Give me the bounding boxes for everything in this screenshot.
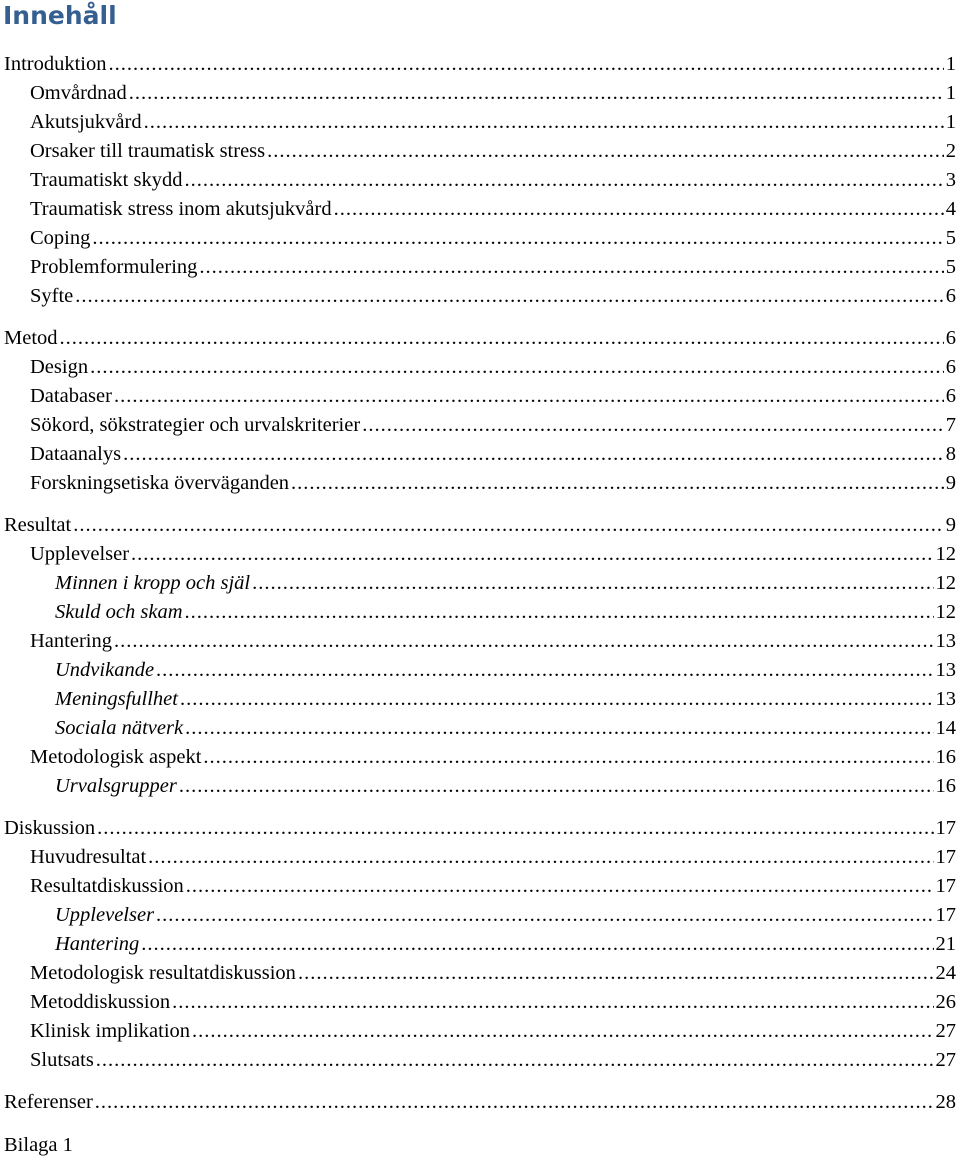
toc-entry-label: Coping xyxy=(30,227,91,249)
dot-leader xyxy=(199,253,943,282)
toc-entry-page-number: 5 xyxy=(945,256,956,278)
toc-entry-page-number: 1 xyxy=(945,111,956,133)
dot-leader xyxy=(109,50,944,79)
dot-leader xyxy=(185,598,934,627)
toc-entry-label: Metodologisk aspekt xyxy=(30,746,202,768)
dot-leader xyxy=(298,959,934,988)
toc-entry[interactable] xyxy=(0,569,960,598)
toc-entry-page-number: 13 xyxy=(935,688,956,710)
dot-leader xyxy=(156,901,933,930)
dot-leader xyxy=(114,627,934,656)
toc-entry-label: Resultat xyxy=(4,514,72,536)
dot-leader xyxy=(129,79,944,108)
toc-entry[interactable] xyxy=(0,108,960,137)
toc-entry[interactable] xyxy=(0,224,960,253)
toc-entry-label: Minnen i kropp och själ xyxy=(55,572,251,594)
toc-entry-label: Metoddiskussion xyxy=(30,991,171,1013)
toc-entry-page-number: 8 xyxy=(945,443,956,465)
toc-entry-label: Forskningsetiska överväganden xyxy=(30,472,290,494)
toc-entry[interactable] xyxy=(0,79,960,108)
toc-entry[interactable] xyxy=(0,1017,960,1046)
toc-entry-label: Orsaker till traumatisk stress xyxy=(30,140,266,162)
toc-entry-label: Skuld och skam xyxy=(55,601,183,623)
toc-entry-label: Databaser xyxy=(30,385,112,407)
toc-entry[interactable] xyxy=(0,627,960,656)
toc-entry-page-number: 13 xyxy=(935,630,956,652)
toc-entry-page-number: 7 xyxy=(945,414,956,436)
toc-entry-label: Omvårdnad xyxy=(30,82,127,104)
toc-entry-label: Metod xyxy=(4,327,58,349)
toc-entry-page-number: 21 xyxy=(935,933,956,955)
toc-entry[interactable] xyxy=(0,353,960,382)
toc-entry-page-number: 13 xyxy=(935,659,956,681)
toc-entry-label: Syfte xyxy=(30,285,74,307)
toc-entry[interactable] xyxy=(0,440,960,469)
toc-entry[interactable] xyxy=(0,959,960,988)
toc-entry-page-number: 2 xyxy=(945,140,956,162)
dot-leader xyxy=(141,930,933,959)
toc-entry[interactable] xyxy=(0,511,960,540)
toc-entry-page-number: 17 xyxy=(935,904,956,926)
toc-entry-page-number: 3 xyxy=(945,169,956,191)
toc-entry-page-number: 27 xyxy=(935,1020,956,1042)
toc-entry[interactable] xyxy=(0,930,960,959)
toc-entry[interactable] xyxy=(0,324,960,353)
toc-entry[interactable] xyxy=(0,598,960,627)
toc-entry-label: Traumatiskt skydd xyxy=(30,169,183,191)
dot-leader xyxy=(144,108,944,137)
toc-entry[interactable] xyxy=(0,685,960,714)
dot-leader xyxy=(123,440,944,469)
toc-entry-page-number: 6 xyxy=(945,385,956,407)
toc-entry[interactable] xyxy=(0,714,960,743)
toc-entry[interactable] xyxy=(0,137,960,166)
dot-leader xyxy=(97,814,933,843)
toc-entry-page-number: 14 xyxy=(935,717,956,739)
toc-entry-label: Resultatdiskussion xyxy=(30,875,184,897)
toc-entry-label: Klinisk implikation xyxy=(30,1020,191,1042)
toc-entry[interactable] xyxy=(0,469,960,498)
dot-leader xyxy=(179,772,934,801)
dot-leader xyxy=(90,353,944,382)
toc-entry-page-number: 17 xyxy=(935,846,956,868)
toc-entry[interactable] xyxy=(0,988,960,1017)
dot-leader xyxy=(156,656,933,685)
dot-leader xyxy=(96,1046,934,1075)
dot-leader xyxy=(334,195,944,224)
dot-leader xyxy=(184,166,943,195)
toc-entry-label: Slutsats xyxy=(30,1049,94,1071)
toc-entry-label: Hantering xyxy=(30,630,112,652)
toc-entry-label: Upplevelser xyxy=(55,904,155,926)
toc-entry-label: Referenser xyxy=(4,1091,93,1113)
dot-leader xyxy=(267,137,944,166)
toc-entry-page-number: 17 xyxy=(935,817,956,839)
dot-leader xyxy=(185,714,933,743)
dot-leader xyxy=(131,540,933,569)
toc-entry[interactable] xyxy=(0,872,960,901)
toc-entry-label: Traumatisk stress inom akutsjukvård xyxy=(30,198,332,220)
dot-leader xyxy=(203,743,933,772)
toc-entry-page-number: 6 xyxy=(945,356,956,378)
dot-leader xyxy=(192,1017,933,1046)
toc-entry[interactable] xyxy=(0,772,960,801)
toc-entry-label: Sökord, sökstrategier och urvalskriterier xyxy=(30,414,361,436)
toc-entry-page-number: 28 xyxy=(935,1091,956,1113)
toc-entry[interactable] xyxy=(0,1046,960,1075)
toc-entry-label: Dataanalys xyxy=(30,443,122,465)
toc-heading: Innehåll xyxy=(3,1,117,30)
toc-entry-label: Undvikande xyxy=(55,659,155,681)
toc-entry-label: Meningsfullhet xyxy=(55,688,178,710)
toc-entry[interactable] xyxy=(0,253,960,282)
dot-leader xyxy=(75,282,943,311)
dot-leader xyxy=(186,872,934,901)
toc-entry-page-number: 5 xyxy=(945,227,956,249)
toc-entry[interactable] xyxy=(0,1088,960,1117)
toc-entry[interactable] xyxy=(0,166,960,195)
toc-entry-label: Metodologisk resultatdiskussion xyxy=(30,962,296,984)
dot-leader xyxy=(148,843,933,872)
toc-entry-label: Huvudresultat xyxy=(30,846,147,868)
toc-entry-page-number: 24 xyxy=(935,962,956,984)
toc-entry[interactable] xyxy=(0,843,960,872)
toc-entry-label: Hantering xyxy=(55,933,140,955)
dot-leader xyxy=(60,324,944,353)
toc-entry[interactable] xyxy=(0,195,960,224)
table-of-contents xyxy=(0,50,960,1117)
toc-entry[interactable] xyxy=(0,540,960,569)
toc-entry[interactable] xyxy=(0,382,960,411)
toc-entry-page-number: 27 xyxy=(935,1049,956,1071)
toc-entry-label: Sociala nätverk xyxy=(55,717,184,739)
dot-leader xyxy=(114,382,944,411)
toc-entry[interactable] xyxy=(0,411,960,440)
dot-leader xyxy=(362,411,944,440)
toc-entry-label: Akutsjukvård xyxy=(30,111,142,133)
toc-entry-page-number: 12 xyxy=(935,572,956,594)
toc-entry-page-number: 16 xyxy=(935,746,956,768)
toc-entry-page-number: 6 xyxy=(945,327,956,349)
dot-leader xyxy=(73,511,944,540)
toc-entry-label: Introduktion xyxy=(4,53,107,75)
toc-entry-label: Design xyxy=(30,356,89,378)
toc-entry[interactable] xyxy=(0,656,960,685)
toc-entry[interactable] xyxy=(0,743,960,772)
toc-entry-label: Urvalsgrupper xyxy=(55,775,177,797)
toc-entry-page-number: 6 xyxy=(945,285,956,307)
toc-entry-page-number: 1 xyxy=(945,53,956,75)
toc-entry-page-number: 16 xyxy=(935,775,956,797)
toc-entry[interactable] xyxy=(0,282,960,311)
toc-entry-label: Upplevelser xyxy=(30,543,130,565)
toc-entry-page-number: 26 xyxy=(935,991,956,1013)
toc-entry-page-number: 12 xyxy=(935,543,956,565)
toc-entry-page-number: 17 xyxy=(935,875,956,897)
toc-entry[interactable] xyxy=(0,901,960,930)
dot-leader xyxy=(180,685,934,714)
dot-leader xyxy=(92,224,943,253)
dot-leader xyxy=(172,988,933,1017)
toc-entry-page-number: 1 xyxy=(945,82,956,104)
toc-entry-page-number: 4 xyxy=(945,198,956,220)
toc-entry-page-number: 9 xyxy=(945,472,956,494)
appendix-label: Bilaga 1 xyxy=(4,1134,73,1156)
dot-leader xyxy=(95,1088,934,1117)
toc-entry-page-number: 12 xyxy=(935,601,956,623)
dot-leader xyxy=(252,569,933,598)
toc-entry[interactable] xyxy=(0,814,960,843)
toc-entry-page-number: 9 xyxy=(945,514,956,536)
toc-entry[interactable] xyxy=(0,50,960,79)
toc-entry-label: Diskussion xyxy=(4,817,96,839)
dot-leader xyxy=(291,469,944,498)
toc-entry-label: Problemformulering xyxy=(30,256,198,278)
